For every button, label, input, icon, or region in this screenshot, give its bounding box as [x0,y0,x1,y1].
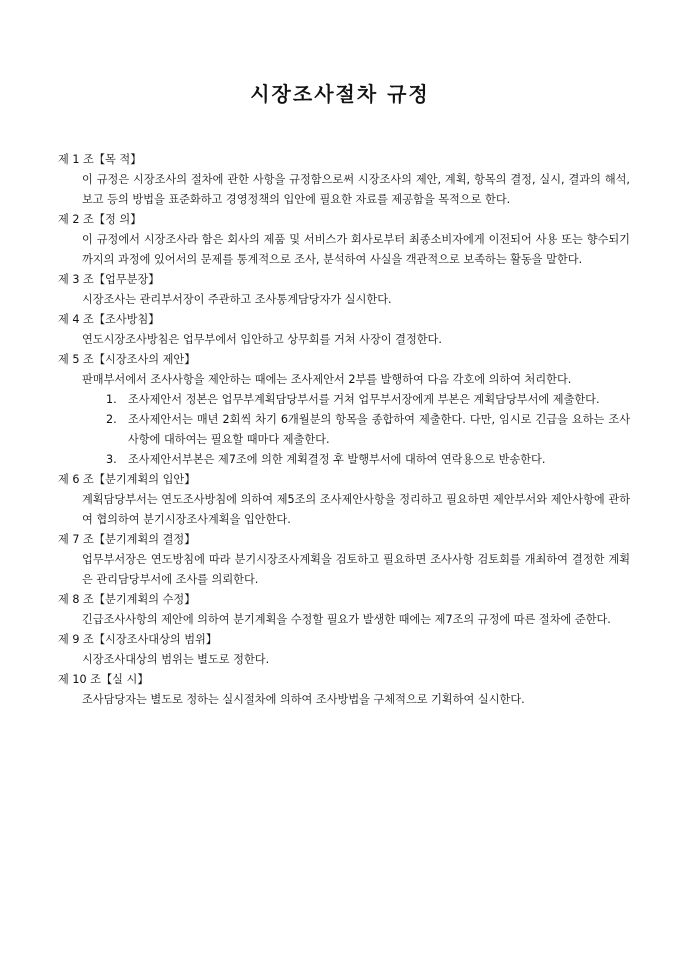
article-heading: 제 6 조【분기계획의 입안】 [58,473,196,486]
article-item-list [58,390,630,470]
list-item-number: 2. [106,413,117,426]
article-3 [58,270,630,310]
article-6 [58,470,630,530]
article-text: 이 규정은 시장조사의 절차에 관한 사항을 규정함으로써 시장조사의 제안, 계획, 항목의 결정, 실시, 결과의 해석, 보고 등의 방법을 표준화하고 경영정책의 입안에 필요한 자료를 제공함을 목적으로 한다. [82,173,630,206]
article-text: 긴급조사사항의 제안에 의하여 분기계획을 수정할 필요가 발생한 때에는 제7조의 규정에 따른 절차에 준한다. [82,613,611,626]
article-heading: 제 9 조【시장조사대상의 범위】 [58,633,218,646]
article-text: 계획담당부서는 연도조사방침에 의하여 제5조의 조사제안사항을 정리하고 필요하면 제안부서와 제안사항에 관하여 협의하여 분기시장조사계획을 입안한다. [82,493,630,526]
article-2 [58,210,630,270]
article-heading: 제 5 조【시장조사의 제안】 [58,353,196,366]
article-4 [58,310,630,350]
article-heading: 제 1 조【목 적】 [58,153,142,166]
article-8 [58,590,630,630]
article-text: 이 규정에서 시장조사라 함은 회사의 제품 및 서비스가 회사로부터 최종소비자에게 이전되어 사용 또는 향수되기까지의 과정에 있어서의 문제를 통계적으로 조사, 분석하여 사실을 객관적으로 보족하는 활동을 말한다. [82,233,630,266]
article-text: 판매부서에서 조사사항을 제안하는 때에는 조사제안서 2부를 발행하여 다음 각호에 의하여 처리한다. [82,373,572,386]
list-item-number: 3. [106,453,117,466]
article-heading: 제 3 조【업무분장】 [58,273,160,286]
list-item [106,410,630,450]
list-item-text: 조사제안서는 매년 2회씩 차기 6개월분의 항목을 종합하여 제출한다. 다만, 임시로 긴급을 요하는 조사사항에 대하여는 필요할 때마다 제출한다. [128,413,630,446]
article-heading: 제 4 조【조사방침】 [58,313,160,326]
list-item-text: 조사제안서 정본은 업무부계획담당부서를 거쳐 업무부서장에게 부본은 계획담당부서에 제출한다. [128,393,600,406]
article-1 [58,150,630,210]
list-item [106,450,630,470]
list-item-text: 조사제안서부본은 제7조에 의한 계획결정 후 발행부서에 대하여 연락용으로 반송한다. [128,453,546,466]
article-text: 업무부서장은 연도방침에 따라 분기시장조사계획을 검토하고 필요하면 조사사항 검토회를 개최하여 결정한 계획은 관리담당부서에 조사를 의뢰한다. [82,553,630,586]
article-9 [58,630,630,670]
article-heading: 제 8 조【분기계획의 수정】 [58,593,196,606]
article-5 [58,350,630,470]
list-item-number: 1. [106,393,117,406]
article-text: 연도시장조사방침은 업무부에서 입안하고 상무회를 거쳐 사장이 결정한다. [82,333,442,346]
article-heading: 제 7 조【분기계획의 결정】 [58,533,196,546]
article-text: 시장조사대상의 범위는 별도로 정한다. [82,653,270,666]
article-10 [58,670,630,710]
article-7 [58,530,630,590]
article-heading: 제 2 조【정 의】 [58,213,142,226]
document-body [58,150,630,710]
document-title: 시장조사절차 규정 [250,82,430,106]
article-text: 시장조사는 관리부서장이 주관하고 조사통계담당자가 실시한다. [82,293,392,306]
article-heading: 제 10 조【실 시】 [58,673,149,686]
article-text: 조사담당자는 별도로 정하는 실시절차에 의하여 조사방법을 구체적으로 기획하여 실시한다. [82,693,525,706]
list-item [106,390,630,410]
